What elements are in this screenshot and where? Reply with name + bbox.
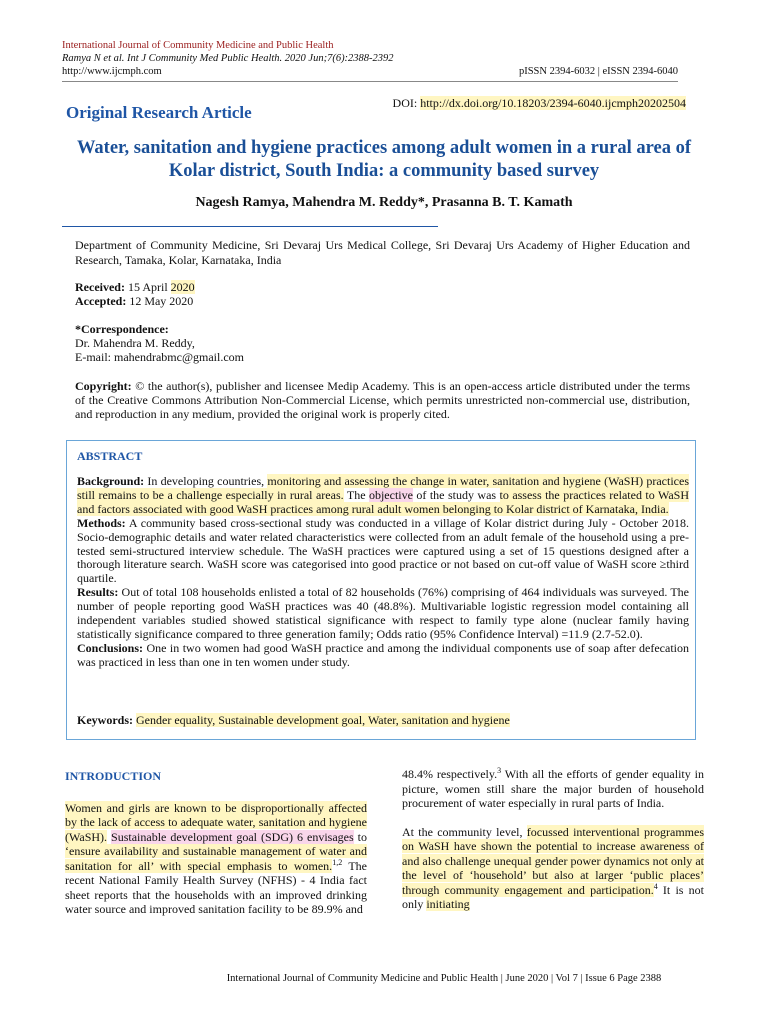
results-text: Out of total 108 households enlisted a total of 82 households (76%) comprising of 464 individuals was surveyed. The number of people reporting good WaSH practices was 40 (48.8%). Multivariable logistic regression model containing all independent variables studied showed statistical significance with respect to family type alone (nuclear family having statistically significance compared to three generation family; Odds ratio (95% Confidence Interval) =11.9 (2.7-52.0). — [77, 585, 690, 641]
keywords — [77, 713, 689, 728]
issn: pISSN 2394-6032 | eISSN 2394-6040 — [518, 66, 678, 77]
methods-label: Methods: — [77, 515, 126, 530]
results-label: Results: — [77, 585, 119, 600]
background-text-a: In developing countries, — [147, 474, 268, 488]
intro-p3-b: focussed interventional programmes on WaSH have shown the potential to increase awareness of and also challenge unequal gender power dynamics not only at the level of ‘household’ but also at larger ‘public places’ through community engagement and participation. — [402, 824, 704, 897]
paper-title: Water, sanitation and hygiene practices among adult women in a rural area of Kolar district, South India: a community based survey — [76, 138, 692, 181]
background-text-c: The — [343, 487, 369, 502]
column-right — [402, 767, 704, 926]
abstract-methods — [77, 517, 689, 587]
intro-p3-d: initiating — [426, 897, 470, 911]
accepted-label: Accepted: — [75, 294, 127, 308]
abstract-results — [77, 586, 689, 642]
page-footer: International Journal of Community Medicine and Public Health | June 2020 | Vol 7 | Issue 6 Page 2388 — [226, 973, 662, 984]
abstract-heading: ABSTRACT — [77, 449, 143, 463]
intro-p3-ref[interactable]: 4 — [653, 881, 658, 891]
intro-p2-b: With all the efforts of gender equality in picture, women still share the major burden of household procurement of water especially in rural parts of India. — [402, 767, 704, 810]
accepted-date: 12 May 2020 — [129, 294, 194, 308]
conclusions-label: Conclusions: — [77, 640, 144, 655]
intro-paragraph-3 — [402, 825, 704, 912]
conclusions-text: One in two women had good WaSH practice and among the individual components use of soap after defecation was practiced in less than one in ten women under study. — [77, 640, 690, 669]
dates — [75, 280, 195, 308]
intro-p1-b: Sustainable development goal (SDG) 6 envisages — [111, 829, 354, 844]
correspondence-label: *Correspondence: — [75, 322, 169, 336]
authors: Nagesh Ramya, Mahendra M. Reddy*, Prasanna B. T. Kamath — [195, 195, 573, 210]
intro-p3-c: It is not only — [402, 882, 704, 911]
background-text-d: objective — [368, 487, 413, 502]
correspondence-email[interactable]: E-mail: mahendrabmc@gmail.com — [75, 350, 244, 364]
received-label: Received: — [75, 280, 125, 294]
correspondence — [75, 322, 244, 364]
doi — [393, 96, 686, 111]
copyright-label: Copyright: — [75, 379, 132, 393]
journal-name: International Journal of Community Medicine and Public Health — [62, 40, 334, 51]
intro-p1-c: to — [353, 829, 367, 844]
introduction-heading: INTRODUCTION — [65, 769, 162, 783]
received-day: 15 April — [127, 280, 168, 294]
intro-p2-ref[interactable]: 3 — [497, 766, 502, 775]
affiliation: Department of Community Medicine, Sri Devaraj Urs Medical College, Sri Devaraj Urs Academy of Higher Education and Research, Tamaka, Kolar, Karnataka, India — [75, 238, 690, 267]
background-text-f: to assess the practices related to WaSH and factors associated with good WaSH practices among rural adult women belonging to Kolar district of Karnataka, India. — [77, 487, 689, 516]
doi-link[interactable]: http://dx.doi.org/10.18203/2394-6040.ijcmph20202504 — [420, 96, 686, 110]
header-divider — [62, 81, 678, 82]
intro-p1-d: ‘ensure availability and sustainable management of water and sanitation for all’ with special emphasis to women. — [65, 844, 367, 873]
copyright — [75, 379, 690, 421]
keywords-label: Keywords: — [77, 713, 133, 727]
intro-p2-a: 48.4% respectively. — [402, 767, 498, 781]
abstract-body — [77, 475, 689, 670]
correspondence-name: Dr. Mahendra M. Reddy, — [75, 336, 195, 350]
author-divider — [62, 226, 438, 227]
background-text-b: monitoring and assessing the change in water, sanitation and hygiene (WaSH) practices still remains to be a challenge especially in rural areas. — [77, 474, 689, 502]
abstract-background — [77, 475, 689, 517]
abstract-conclusions — [77, 642, 689, 670]
intro-p1-a: Women and girls are known to be disproportionally affected by the lack of access to adequate water, sanitation and hygiene (WaSH). — [65, 800, 367, 844]
column-left — [65, 769, 367, 931]
received-year: 2020 — [170, 280, 195, 294]
keywords-text: Gender equality, Sustainable development goal, Water, sanitation and hygiene — [136, 713, 510, 727]
intro-p3-a: At the community level, — [402, 824, 527, 839]
article-type: Original Research Article — [66, 103, 252, 122]
background-label: Background: — [77, 474, 145, 488]
doi-label: DOI: — [392, 96, 418, 110]
intro-p1-e: The recent National Family Health Survey (NFHS) - 4 India fact sheet reports that the households with an improved drinking water source and improved sanitation facility to be 89.9% and — [65, 858, 367, 916]
journal-url[interactable]: http://www.ijcmph.com — [62, 66, 162, 77]
methods-text: A community based cross-sectional study was conducted in a village of Kolar district during July - October 2018. Socio-demographic details and water related characteristics were collected from an adult female of the household using a pre-tested semi-structured interview schedule. The WaSH practices were captured using a set of 15 questions designed after a thorough literature search. WaSH score was categorised into good practice or not based on cut-off value of WaSH score ≥third quartile. — [77, 515, 689, 586]
intro-paragraph-1 — [65, 801, 367, 917]
intro-paragraph-2 — [402, 767, 704, 811]
background-text-e: of the study was — [412, 487, 500, 502]
citation: Ramya N et al. Int J Community Med Public Health. 2020 Jun;7(6):2388-2392 — [62, 53, 394, 64]
intro-p1-ref[interactable]: 1,2 — [332, 857, 343, 867]
copyright-text: © the author(s), publisher and licensee Medip Academy. This is an open-access article distributed under the terms of the Creative Commons Attribution Non-Commercial License, which permits unrestricted non-commercial use, distribution, and reproduction in any medium, provided the original work is properly cited. — [75, 379, 691, 421]
